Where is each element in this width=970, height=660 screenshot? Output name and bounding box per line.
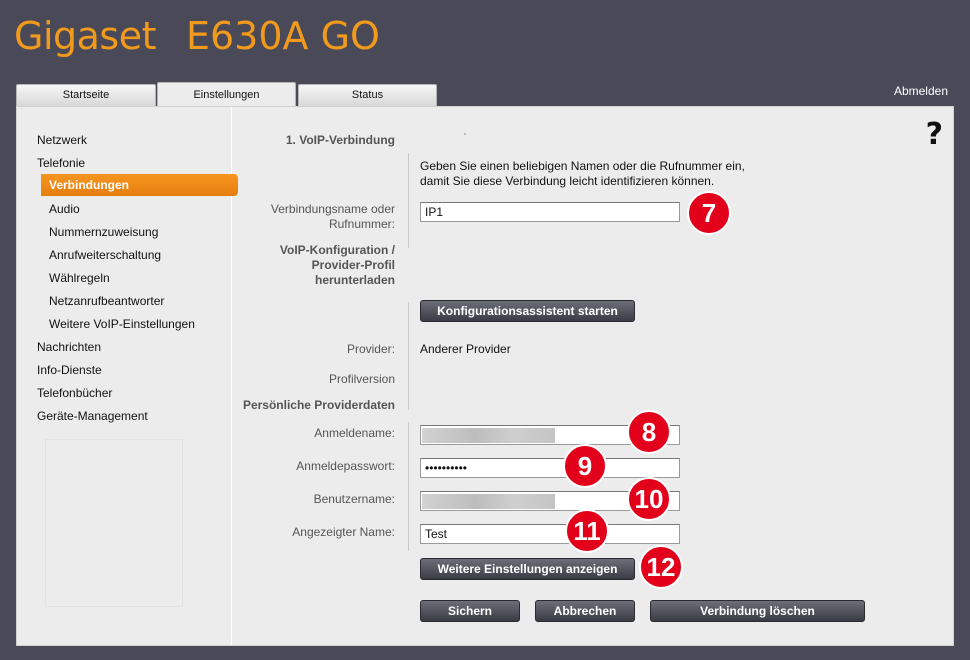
login-password-label: Anmeldepasswort: xyxy=(296,459,395,473)
voip-config-label-2: Provider-Profil xyxy=(311,258,395,272)
sidebar-item-nummernzuweisung[interactable]: Nummernzuweisung xyxy=(49,225,159,239)
annotation-badge-11: 11 xyxy=(565,509,609,553)
sidebar xyxy=(17,107,232,645)
annotation-badge-12: 12 xyxy=(639,545,683,589)
annotation-badge-8: 8 xyxy=(627,410,671,454)
sidebar-placeholder-box xyxy=(45,439,183,607)
model-name: E630A GO xyxy=(186,14,380,58)
section-title: 1. VoIP-Verbindung xyxy=(285,133,395,147)
save-button[interactable]: Sichern xyxy=(420,600,520,622)
profile-version-label: Profilversion xyxy=(328,372,395,386)
login-password-input[interactable] xyxy=(420,458,680,478)
sidebar-item-verbindungen[interactable]: Verbindungen xyxy=(41,174,238,196)
logout-link[interactable]: Abmelden xyxy=(893,84,948,98)
sidebar-item-telefonbuecher[interactable]: Telefonbücher xyxy=(37,386,113,400)
login-name-label: Anmeldename: xyxy=(314,426,395,440)
display-name-label: Angezeigter Name: xyxy=(292,525,395,539)
delete-connection-button[interactable]: Verbindung löschen xyxy=(650,600,865,622)
column-divider xyxy=(408,153,409,248)
blurred-value xyxy=(422,428,555,443)
column-divider xyxy=(408,302,409,410)
sidebar-item-geraete-management[interactable]: Geräte-Management xyxy=(37,409,148,423)
voip-config-label-3: herunterladen xyxy=(314,273,395,287)
sidebar-item-nachrichten[interactable]: Nachrichten xyxy=(37,340,102,354)
blurred-value xyxy=(422,494,555,509)
sidebar-item-anrufweiterschaltung[interactable]: Anrufweiterschaltung xyxy=(49,248,162,262)
help-icon[interactable]: ? xyxy=(925,117,943,152)
sidebar-item-weitere-voip[interactable]: Weitere VoIP-Einstellungen xyxy=(49,317,195,331)
sidebar-item-netzwerk[interactable]: Netzwerk xyxy=(37,133,88,147)
conn-name-label-2: Rufnummer: xyxy=(328,217,395,231)
display-name-input[interactable] xyxy=(420,524,680,544)
tab-einstellungen[interactable]: Einstellungen xyxy=(157,82,296,106)
tab-status[interactable]: Status xyxy=(298,84,437,106)
cancel-button[interactable]: Abbrechen xyxy=(535,600,635,622)
sidebar-item-audio[interactable]: Audio xyxy=(49,202,80,216)
personal-data-heading: Persönliche Providerdaten xyxy=(242,398,395,412)
provider-label: Provider: xyxy=(346,342,395,356)
annotation-badge-10: 10 xyxy=(627,477,671,521)
column-divider xyxy=(408,422,409,551)
more-settings-button[interactable]: Weitere Einstellungen anzeigen xyxy=(420,558,635,580)
conn-name-label: Verbindungsname oder xyxy=(270,202,395,216)
main-panel xyxy=(16,106,954,646)
gigaset-logo: Gigaset xyxy=(14,14,156,58)
tab-startseite[interactable]: Startseite xyxy=(16,84,156,106)
username-label: Benutzername: xyxy=(313,492,395,506)
voip-config-label-1: VoIP-Konfiguration / xyxy=(279,243,395,257)
sidebar-item-waehlregeln[interactable]: Wählregeln xyxy=(49,271,110,285)
hint-text-line2: damit Sie diese Verbindung leicht identifizieren können. xyxy=(420,174,715,188)
provider-value: Anderer Provider xyxy=(420,342,511,356)
config-wizard-button[interactable]: Konfigurationsassistent starten xyxy=(420,300,635,322)
sidebar-item-netzanrufbeantworter[interactable]: Netzanrufbeantworter xyxy=(49,294,165,308)
annotation-badge-9: 9 xyxy=(563,444,607,488)
decor-dot xyxy=(464,133,466,135)
sidebar-item-telefonie[interactable]: Telefonie xyxy=(37,156,86,170)
sidebar-item-info-dienste[interactable]: Info-Dienste xyxy=(37,363,102,377)
conn-name-input[interactable] xyxy=(420,202,680,222)
hint-text-line1: Geben Sie einen beliebigen Namen oder die Rufnummer ein, xyxy=(420,159,745,173)
annotation-badge-7: 7 xyxy=(687,191,731,235)
